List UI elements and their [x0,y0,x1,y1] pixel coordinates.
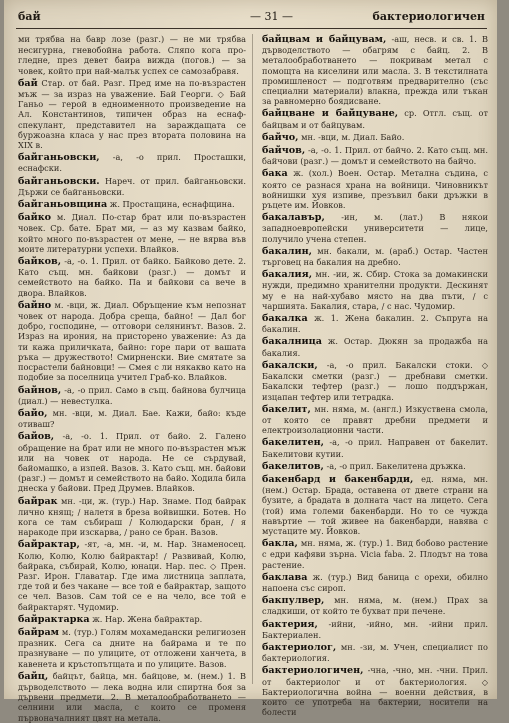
dictionary-entry [18,614,246,625]
dictionary-entry [262,642,488,663]
dictionary-entry [262,619,488,640]
entry-definition: мн. няма, м. (англ.) Изкуствена смола, от която се правят дребни предмети и електроизолационни части. [262,403,488,436]
dictionary-entry [262,461,488,472]
entry-definition: -а, -о. 1. Прил. от байко. Байково дете. 2. Като същ. мн. байкови (разг.) — домът и семейството на байко. Па и байкови са вече в двора. Влайков. [18,256,246,298]
entry-headword: байганьовщина [18,199,108,211]
entry-definition: -а, -о. 1. Прил. от байчо. 2. Като същ. мн. байчови (разг.) — домът и семейството на байчо. [262,145,488,167]
entry-definition: -а, -о прил. Просташки, еснафски. [18,152,246,174]
entry-definition: ми трябва на бавр лозе (разг.) — не ми трябва несигурна, гневобойна работа. Сляпо кога про-гледне, през девет баира вижда (погов.) — за човек, който при най-малък успех се самозабравя. [18,34,246,76]
left-column [18,34,247,723]
entry-headword: бакпулвер, [262,595,325,607]
dictionary-entry [18,539,246,611]
dictionary-entry [262,665,488,717]
entry-definition: -а, -о прил. Само в същ. байнова булчица (диал.) — невестулка. [18,384,246,406]
page-header [18,8,487,28]
entry-definition: -а, -о. 1. Прил. от байо. 2. Галено обращение на брат или не много по-възрастен мъж или на човек от народа. Не се сърдувай, байомашко, а изпей. Вазов. 3. Като същ. мн. байови (разг.) — домът и семейството на байо. Ходила била днеска у байови. Пред Друмев. Влайков. [18,431,246,494]
entry-definition: ж. 1. Жена бакалин. 2. Съпруга на бакалин. [262,313,488,335]
entry-definition: Стар. от бай. Разг. Пред име на по-възрастен мъж — за израз на уважение. Бай Георги. ◇ Бай Ганьо — герой в едноименното произведение на Ал. Константинов, типичен образ на еснаф-спекулант, представител на зараждащата се буржоазна класа у нас през втората половина на XIX в. [18,77,246,151]
entry-headword: байчо, [262,131,299,143]
dictionary-entry [262,336,488,357]
dictionary-entry [18,385,246,406]
dictionary-entry [18,300,246,383]
entry-headword: байцване и байцуване, [262,108,399,120]
entry-headword: бака [262,168,288,180]
entry-headword: байчов, [262,145,306,157]
entry-definition: мн. няма, ж. (тур.) 1. Вид бобово растение с едри кафяви зърна. Vicia faba. 2. Плодът на това растение. [262,538,488,570]
dictionary-entry [262,404,488,436]
entry-definition: ж. (тур.) Вид баница с орехи, обилно напоена със сироп. [262,571,488,593]
entry-definition: мн. -вци, м. Диал. Байо. [301,131,405,142]
dictionary-entry [262,538,488,570]
entry-headword: бакелитов, [262,460,324,472]
entry-definition: м. (тур.) Голям мохамедански религиозен празник. Сега са дните на байрама и те по празнуване — по улиците, от отложени ханчета, в кавенета и кръстопътщата и по улиците. Вазов. [18,626,246,669]
entry-headword: бакалавър, [262,212,325,224]
dictionary-entry [262,474,488,536]
header-left-word: бай [18,10,41,23]
entry-headword: байрактар, [18,539,80,551]
entry-headword: бакалин, [262,245,313,257]
entry-headword: бай [18,77,38,89]
dictionary-entry [18,212,246,254]
dictionary-entry [18,431,246,493]
entry-headword: байц, [18,670,49,682]
dictionary-entry [18,496,246,538]
entry-headword: байо, [18,407,48,419]
column-divider [252,34,253,684]
entry-headword: бактериолог, [262,641,337,653]
dictionary-entry [262,360,488,402]
entry-headword: бакалка [262,313,308,325]
dictionary-entry [262,269,488,311]
entry-definition: ж. (хол.) Воен. Остар. Метална съдина, с която се разнася храна на войници. Чиновникът войнишки хуя изпиве, презъвил баки дръжки в ръцете им. Йовков. [262,168,488,211]
dictionary-entry [262,437,488,458]
dictionary-page [4,0,497,723]
dictionary-entry [18,671,246,723]
entry-headword: бакалия, [262,269,313,281]
page-number: — 31 — [250,10,293,23]
dictionary-entry [262,168,488,210]
dictionary-entry [262,313,488,334]
dictionary-entry [262,34,488,106]
dictionary-entry [18,176,246,197]
entry-headword: байко [18,212,52,224]
entry-definition: ж. Простащина, еснафщина. [109,199,235,210]
entry-definition: мн. -зи, м. Учен, специалист по бактериология. [262,641,488,664]
entry-definition: -аш, несв. и св. 1. В дърводелството — обагрям с байц. 2. В металообработването — покривам метал с помощта на киселини или масла. 3. В текстилната промишленост — подготвям предварително (със специални материали) влакна, прежда или тъкан за равномерно боядисване. [262,34,488,107]
dictionary-entry [262,595,488,616]
entry-headword: байрак [18,495,58,507]
entry-headword: байцвам и байцувам, [262,34,387,45]
dictionary-entry [18,408,246,429]
entry-headword: бакалница [262,336,322,348]
entry-definition: -а, -о прил. Направен от бакелит. Бакелитови кутии. [262,437,488,459]
entry-headword: бакалски, [262,359,318,371]
dictionary-entry [18,78,246,150]
entry-definition: Нареч. от прил. байганьовски. Държи се байганьовски. [18,175,246,197]
right-column [262,34,489,718]
entry-headword: байрам [18,626,59,638]
entry-definition: байцът, байца, мн. байцове, м. (нем.) 1. В дърводелството — лека водна или спиртна боя за дървени предмети. 2. В металообработването — селнини или масла, с които се променя първоначалният цвят на метала. [18,670,246,723]
dictionary-entry [262,108,488,129]
entry-headword: баклава [262,571,308,583]
entry-definition: -ин, м. (лат.) В някои западноевропейски университети — лице, получило учена степен. [262,212,488,244]
dictionary-entry [262,246,488,267]
entry-definition: -чна, -чно, мн. -чни. Прил. от бактериолог и от бактериология. ◇ Бактериологична война — военни действия, в които се употреба на бактерии, носители на болести [262,665,488,718]
entry-definition: ед. няма, мн. (нем.) Остар. Брада, оставена от двете страни на бузите, а брадата в долната част на лицето. Сега (той) има големи бакенбарди. Но то се чужда навъртие — той живее на бакенбарди, навява с мустаците му. Йовков. [262,473,488,536]
entry-definition: мн. -ци, ж. (тур.) Нар. Знаме. Под байрак лично княщ; / налетя в бреза войвишки. Ботев. Но кога се там събираш / Колюдарски бран, / я наракоде при изскарва, / рано се бран. Вазов. [18,495,246,538]
entry-definition: мн. -вци, м. Диал. Бае. Кажи, байо: къде отиваш? [18,407,246,430]
entry-headword: бакелит, [262,403,311,415]
dictionary-entry [262,145,488,166]
entry-headword: байрактарка [18,613,90,625]
entry-definition: -ийни, -ийно, мн. -ийни прил. Бактериален. [262,618,488,640]
entry-headword: байганьовски. [18,175,100,187]
entry-definition: м. Диал. По-стар брат или по-възрастен човек. Ср. бате. Брат ми, — аз му казвам байко, който много по-възрастен от мене, — не вярва във моите литературни успехи. Влайков. [18,212,247,254]
entry-headword: байганьовски, [18,152,100,164]
entry-definition: мн. няма, м. (нем.) Прах за сладкиши, от който те бухват при печене. [262,595,488,617]
entry-headword: бактериологичен, [262,665,364,677]
dictionary-entry [18,256,246,298]
dictionary-entry [262,212,488,244]
entry-headword: бакелитен, [262,437,324,449]
entry-definition: мн. -ии, ж. Сбир. Стока за домакински нужди, предимно хранителни продукти. Дескинят му е на най-хубаво място на два пъти, / с чаршията. Бакалия, стара, / с нас. Чудомир. [262,269,489,311]
dictionary-entry [262,572,488,593]
header-right-word: бактериологичен [372,10,485,23]
entry-definition: -а, -о прил. Бакалски стоки. ◇ Бакалски сметки (разг.) — дребнави сметки. Бакалски тефтер (разг.) — лошо поддържан, изцапан тефтер или тетрадка. [262,359,488,402]
dictionary-entry [18,34,246,76]
dictionary-entry [262,132,488,143]
entry-definition: -ят, -а, мн. -и, м. Нар. Знаменосец. Колю, Колю, Колю байрактар! / Развивай, Колю, байрака, събирай, Колю, юнаци. Нар. пес. ◇ Прен. Разг. Ирон. Главатар. Где има листница заплата, где той и без чакане — все той е байрактар, защото се чел. Вазов. Сам той се е на чело, все той е байрактарят. Чудомир. [18,539,246,612]
entry-headword: байно [18,299,52,311]
header-rule [16,28,487,29]
entry-headword: бакла, [262,538,298,550]
entry-definition: ж. Нар. Жена байрактар. [92,613,203,624]
entry-definition: м. -вци, ж. Диал. Обръщение към непознат човек от народа. Добра среща, байно! — Дал бог добро, господине, — отговори селянинът. Вазов. 2. Израз на ирония, на присторено уважение: Аз да ти кажа приличката, байно: горе пари от вашата ръка — дружеството! Смирненски. Вие смятате за посрастели байновци! — Смея с ли някакво като на подобие за поселница учител Граб-ко. Влайков. [18,299,247,383]
entry-definition: ср. Отгл. същ. от байцвам и от байцувам. [262,108,488,130]
entry-definition: ж. Остар. Дюкян за продажба на бакалия. [262,336,488,358]
dictionary-entry [18,199,246,210]
entry-headword: бакенбард и бакенбарди, [262,473,414,485]
entry-headword: байнов, [18,384,62,396]
entry-definition: мн. бакали, м. (араб.) Остар. Частен търговец на бакалия на дребно. [262,245,488,268]
entry-headword: байков, [18,256,62,268]
dictionary-entry [18,152,246,173]
entry-headword: бактерия, [262,618,318,630]
entry-definition: -а, -о прил. Бакелитена дръжка. [326,460,466,471]
entry-headword: байов, [18,431,55,443]
dictionary-entry [18,627,246,669]
